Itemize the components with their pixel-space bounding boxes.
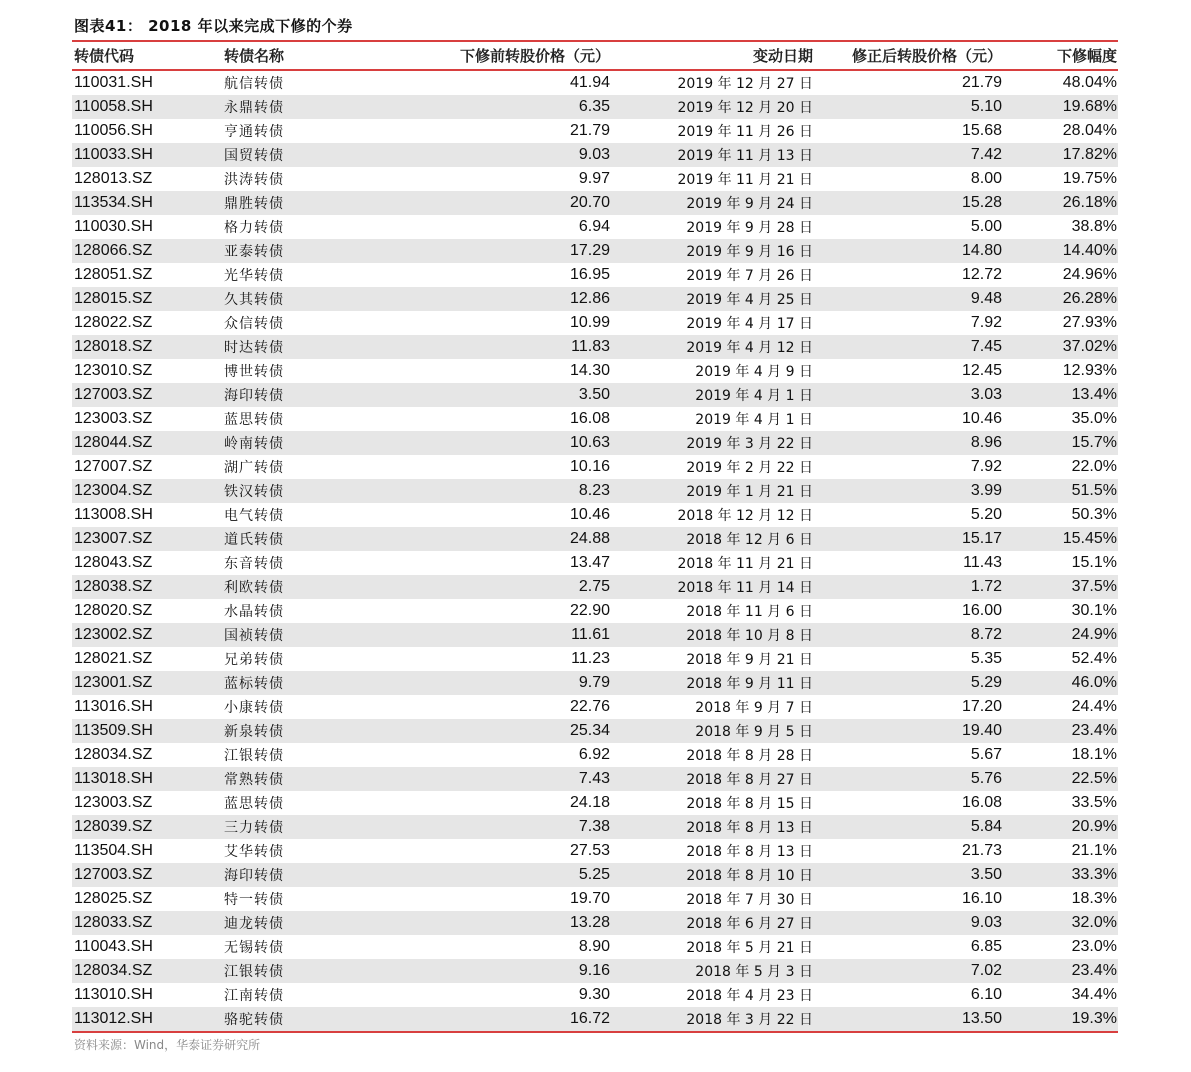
table-row	[72, 767, 1118, 791]
header-downward-range: 下修幅度	[1056, 47, 1117, 65]
table-row	[72, 311, 1118, 335]
cell-bond-name: 艾华转债	[224, 844, 284, 860]
cell-change-date: 2018 年 12 月 6 日	[686, 532, 813, 548]
cell-post-price: 12.45	[961, 362, 1002, 379]
table-row	[72, 95, 1118, 119]
cell-downward-range: 23.4%	[1071, 722, 1117, 739]
cell-bond-name: 迪龙转债	[224, 916, 284, 932]
cell-bond-code: 110058.SH	[74, 98, 153, 115]
cell-pre-price: 8.23	[578, 482, 610, 499]
cell-bond-name: 博世转债	[224, 364, 284, 380]
table-row	[72, 407, 1118, 431]
cell-pre-price: 5.25	[578, 866, 610, 883]
cell-pre-price: 22.90	[569, 602, 610, 619]
cell-downward-range: 13.4%	[1071, 386, 1117, 403]
cell-downward-range: 18.1%	[1071, 746, 1117, 763]
table-row	[72, 719, 1118, 743]
table-header	[72, 40, 1118, 71]
cell-change-date: 2018 年 8 月 15 日	[686, 796, 813, 812]
cell-change-date: 2019 年 9 月 16 日	[686, 244, 813, 260]
cell-bond-code: 128051.SZ	[74, 266, 153, 283]
cell-downward-range: 50.3%	[1071, 506, 1117, 523]
cell-post-price: 7.42	[970, 146, 1002, 163]
cell-change-date: 2019 年 4 月 1 日	[695, 388, 813, 404]
cell-pre-price: 13.28	[569, 914, 610, 931]
cell-bond-name: 蓝标转债	[224, 676, 284, 692]
cell-bond-name: 时达转债	[224, 340, 284, 356]
cell-post-price: 5.20	[970, 506, 1002, 523]
table-row	[72, 815, 1118, 839]
cell-post-price: 6.85	[970, 938, 1002, 955]
cell-post-price: 8.96	[970, 434, 1002, 451]
cell-bond-name: 东音转债	[224, 556, 284, 572]
cell-pre-price: 7.38	[578, 818, 610, 835]
cell-bond-code: 110030.SH	[74, 218, 153, 235]
cell-bond-code: 128022.SZ	[74, 314, 153, 331]
cell-post-price: 1.72	[970, 578, 1002, 595]
cell-downward-range: 48.04%	[1062, 74, 1117, 91]
cell-bond-code: 113008.SH	[74, 506, 153, 523]
header-bond-name: 转债名称	[224, 47, 285, 65]
cell-downward-range: 24.96%	[1062, 266, 1117, 283]
cell-bond-name: 利欧转债	[224, 580, 284, 596]
cell-post-price: 21.79	[961, 74, 1002, 91]
cell-post-price: 8.72	[970, 626, 1002, 643]
cell-pre-price: 9.30	[578, 986, 610, 1003]
cell-bond-code: 123010.SZ	[74, 362, 153, 379]
table-row	[72, 335, 1118, 359]
cell-bond-name: 铁汉转债	[224, 484, 284, 500]
cell-change-date: 2019 年 11 月 26 日	[677, 124, 813, 140]
cell-pre-price: 20.70	[569, 194, 610, 211]
cell-pre-price: 6.92	[578, 746, 610, 763]
cell-downward-range: 12.93%	[1062, 362, 1117, 379]
table-row	[72, 743, 1118, 767]
cell-bond-name: 国贸转债	[224, 148, 284, 164]
cell-pre-price: 17.29	[569, 242, 610, 259]
table-row	[72, 551, 1118, 575]
cell-downward-range: 23.4%	[1071, 962, 1117, 979]
cell-change-date: 2018 年 11 月 14 日	[677, 580, 813, 596]
cell-change-date: 2018 年 6 月 27 日	[686, 916, 813, 932]
table-row	[72, 863, 1118, 887]
cell-change-date: 2019 年 4 月 25 日	[686, 292, 813, 308]
cell-bond-name: 海印转债	[224, 868, 284, 884]
cell-pre-price: 14.30	[569, 362, 610, 379]
table-row	[72, 359, 1118, 383]
cell-bond-name: 常熟转债	[224, 772, 284, 788]
cell-downward-range: 35.0%	[1071, 410, 1117, 427]
cell-bond-code: 128020.SZ	[74, 602, 153, 619]
cell-change-date: 2019 年 9 月 24 日	[686, 196, 813, 212]
table-row	[72, 671, 1118, 695]
cell-bond-name: 永鼎转债	[224, 100, 284, 116]
cell-post-price: 16.00	[961, 602, 1002, 619]
cell-bond-code: 113504.SH	[74, 842, 153, 859]
cell-post-price: 12.72	[961, 266, 1002, 283]
cell-bond-name: 湖广转债	[224, 460, 284, 476]
cell-pre-price: 11.23	[571, 650, 610, 667]
cell-post-price: 17.20	[961, 698, 1002, 715]
cell-bond-name: 国祯转债	[224, 628, 284, 644]
cell-post-price: 15.68	[961, 122, 1002, 139]
cell-bond-code: 128015.SZ	[74, 290, 153, 307]
cell-downward-range: 15.1%	[1071, 554, 1117, 571]
table-row	[72, 479, 1118, 503]
cell-bond-name: 水晶转债	[224, 604, 284, 620]
cell-bond-code: 128025.SZ	[74, 890, 153, 907]
cell-bond-name: 三力转债	[224, 820, 284, 836]
cell-change-date: 2018 年 4 月 23 日	[686, 988, 813, 1004]
cell-bond-name: 岭南转债	[224, 436, 284, 452]
cell-bond-code: 113018.SH	[74, 770, 153, 787]
cell-bond-name: 电气转债	[224, 508, 284, 524]
cell-change-date: 2019 年 3 月 22 日	[686, 436, 813, 452]
table-row	[72, 191, 1118, 215]
cell-bond-code: 123001.SZ	[74, 674, 153, 691]
cell-bond-name: 小康转债	[224, 700, 284, 716]
cell-pre-price: 41.94	[569, 74, 610, 91]
cell-bond-code: 128033.SZ	[74, 914, 153, 931]
cell-bond-name: 骆驼转债	[224, 1012, 284, 1028]
cell-bond-name: 特一转债	[224, 892, 284, 908]
table-row	[72, 791, 1118, 815]
cell-change-date: 2018 年 8 月 13 日	[686, 844, 813, 860]
cell-change-date: 2018 年 8 月 27 日	[686, 772, 813, 788]
cell-post-price: 5.29	[970, 674, 1002, 691]
cell-post-price: 13.50	[961, 1010, 1002, 1027]
cell-downward-range: 52.4%	[1071, 650, 1117, 667]
cell-change-date: 2018 年 5 月 3 日	[695, 964, 813, 980]
cell-bond-code: 128013.SZ	[74, 170, 153, 187]
cell-bond-name: 无锡转债	[224, 940, 284, 956]
cell-downward-range: 19.68%	[1062, 98, 1117, 115]
cell-pre-price: 16.72	[569, 1010, 610, 1027]
cell-pre-price: 7.43	[578, 770, 610, 787]
cell-post-price: 6.10	[970, 986, 1002, 1003]
cell-pre-price: 19.70	[569, 890, 610, 907]
cell-bond-name: 亨通转债	[224, 124, 284, 140]
cell-bond-code: 128038.SZ	[74, 578, 153, 595]
cell-pre-price: 24.88	[569, 530, 610, 547]
cell-bond-name: 江银转债	[224, 964, 284, 980]
table-row	[72, 527, 1118, 551]
table-row	[72, 1007, 1118, 1031]
cell-pre-price: 9.03	[578, 146, 610, 163]
table-row	[72, 623, 1118, 647]
cell-pre-price: 22.76	[569, 698, 610, 715]
cell-bond-code: 127003.SZ	[74, 386, 153, 403]
cell-downward-range: 22.0%	[1071, 458, 1117, 475]
cell-pre-price: 12.86	[569, 290, 610, 307]
cell-change-date: 2018 年 8 月 13 日	[686, 820, 813, 836]
cell-pre-price: 27.53	[569, 842, 610, 859]
cell-post-price: 16.08	[961, 794, 1002, 811]
cell-post-price: 5.76	[970, 770, 1002, 787]
cell-bond-code: 123003.SZ	[74, 410, 153, 427]
cell-bond-name: 江银转债	[224, 748, 284, 764]
cell-bond-code: 113010.SH	[74, 986, 153, 1003]
cell-downward-range: 28.04%	[1062, 122, 1117, 139]
header-bond-code: 转债代码	[74, 47, 135, 65]
cell-downward-range: 20.9%	[1071, 818, 1117, 835]
header-pre-price: 下修前转股价格（元）	[459, 47, 610, 65]
cell-bond-code: 113016.SH	[74, 698, 153, 715]
cell-pre-price: 8.90	[578, 938, 610, 955]
figure-title: 图表41： 2018 年以来完成下修的个券	[74, 17, 353, 35]
cell-bond-name: 兄弟转债	[224, 652, 284, 668]
table-row	[72, 431, 1118, 455]
cell-change-date: 2018 年 5 月 21 日	[686, 940, 813, 956]
cell-post-price: 11.43	[963, 554, 1002, 571]
cell-downward-range: 37.5%	[1071, 578, 1117, 595]
cell-downward-range: 46.0%	[1071, 674, 1117, 691]
cell-post-price: 9.03	[970, 914, 1002, 931]
cell-bond-code: 123003.SZ	[74, 794, 153, 811]
cell-change-date: 2019 年 12 月 27 日	[677, 76, 813, 92]
table-row	[72, 839, 1118, 863]
cell-change-date: 2019 年 4 月 12 日	[686, 340, 813, 356]
cell-downward-range: 19.3%	[1071, 1010, 1117, 1027]
cell-downward-range: 33.3%	[1071, 866, 1117, 883]
cell-downward-range: 17.82%	[1062, 146, 1117, 163]
cell-downward-range: 15.7%	[1071, 434, 1117, 451]
cell-pre-price: 6.94	[578, 218, 610, 235]
cell-change-date: 2018 年 12 月 12 日	[677, 508, 813, 524]
cell-pre-price: 2.75	[578, 578, 610, 595]
cell-bond-code: 110031.SH	[74, 74, 153, 91]
cell-bond-name: 蓝思转债	[224, 796, 284, 812]
cell-bond-name: 鼎胜转债	[224, 196, 284, 212]
cell-bond-code: 128043.SZ	[74, 554, 153, 571]
table-row	[72, 119, 1118, 143]
cell-pre-price: 10.99	[569, 314, 610, 331]
cell-post-price: 15.28	[961, 194, 1002, 211]
cell-pre-price: 21.79	[569, 122, 610, 139]
cell-pre-price: 9.79	[578, 674, 610, 691]
cell-bond-name: 道氏转债	[224, 532, 284, 548]
cell-bond-code: 110056.SH	[74, 122, 153, 139]
table-row	[72, 239, 1118, 263]
cell-post-price: 14.80	[961, 242, 1002, 259]
table-body	[72, 71, 1118, 1033]
cell-bond-code: 110043.SH	[74, 938, 153, 955]
table-row	[72, 167, 1118, 191]
cell-post-price: 3.03	[970, 386, 1002, 403]
cell-downward-range: 18.3%	[1071, 890, 1117, 907]
cell-change-date: 2018 年 9 月 11 日	[686, 676, 813, 692]
table-row	[72, 695, 1118, 719]
cell-bond-name: 江南转债	[224, 988, 284, 1004]
cell-pre-price: 3.50	[578, 386, 610, 403]
table-row	[72, 959, 1118, 983]
header-change-date: 变动日期	[752, 47, 813, 65]
cell-bond-code: 128034.SZ	[74, 746, 153, 763]
cell-downward-range: 30.1%	[1071, 602, 1117, 619]
cell-downward-range: 27.93%	[1062, 314, 1117, 331]
table-row	[72, 383, 1118, 407]
table-row	[72, 287, 1118, 311]
cell-bond-code: 128039.SZ	[74, 818, 153, 835]
cell-change-date: 2018 年 10 月 8 日	[686, 628, 813, 644]
cell-downward-range: 33.5%	[1071, 794, 1117, 811]
cell-post-price: 16.10	[961, 890, 1002, 907]
table-row	[72, 71, 1118, 95]
cell-pre-price: 11.83	[571, 338, 610, 355]
cell-post-price: 5.10	[970, 98, 1002, 115]
cell-downward-range: 26.18%	[1062, 194, 1117, 211]
cell-bond-code: 128066.SZ	[74, 242, 153, 259]
cell-bond-code: 128034.SZ	[74, 962, 153, 979]
source-note: 资料来源：Wind，华泰证券研究所	[74, 1038, 261, 1052]
cell-post-price: 9.48	[970, 290, 1002, 307]
cell-pre-price: 25.34	[569, 722, 610, 739]
table-row	[72, 143, 1118, 167]
cell-downward-range: 24.4%	[1071, 698, 1117, 715]
cell-bond-name: 新泉转债	[224, 724, 284, 740]
table-row	[72, 263, 1118, 287]
table-row	[72, 983, 1118, 1007]
cell-downward-range: 24.9%	[1071, 626, 1117, 643]
cell-change-date: 2018 年 9 月 5 日	[695, 724, 813, 740]
header-post-price: 修正后转股价格（元）	[851, 47, 1002, 65]
cell-change-date: 2019 年 11 月 21 日	[677, 172, 813, 188]
cell-bond-name: 洪涛转债	[224, 172, 284, 188]
cell-downward-range: 23.0%	[1071, 938, 1117, 955]
table-row	[72, 887, 1118, 911]
cell-bond-code: 123004.SZ	[74, 482, 153, 499]
cell-change-date: 2019 年 2 月 22 日	[686, 460, 813, 476]
cell-bond-name: 海印转债	[224, 388, 284, 404]
cell-bond-name: 众信转债	[224, 316, 284, 332]
cell-change-date: 2018 年 3 月 22 日	[686, 1012, 813, 1028]
cell-bond-code: 113012.SH	[74, 1010, 153, 1027]
cell-change-date: 2019 年 9 月 28 日	[686, 220, 813, 236]
table-row	[72, 935, 1118, 959]
cell-bond-code: 123007.SZ	[74, 530, 153, 547]
cell-change-date: 2019 年 4 月 17 日	[686, 316, 813, 332]
cell-downward-range: 51.5%	[1071, 482, 1117, 499]
cell-bond-name: 久其转债	[224, 292, 284, 308]
cell-change-date: 2018 年 11 月 21 日	[677, 556, 813, 572]
cell-pre-price: 13.47	[569, 554, 610, 571]
cell-post-price: 5.67	[970, 746, 1002, 763]
cell-post-price: 21.73	[961, 842, 1002, 859]
cell-change-date: 2019 年 4 月 1 日	[695, 412, 813, 428]
cell-post-price: 7.92	[970, 314, 1002, 331]
table-row	[72, 215, 1118, 239]
cell-downward-range: 37.02%	[1062, 338, 1117, 355]
cell-pre-price: 10.63	[569, 434, 610, 451]
cell-change-date: 2018 年 11 月 6 日	[686, 604, 813, 620]
cell-post-price: 8.00	[970, 170, 1002, 187]
cell-pre-price: 10.16	[569, 458, 610, 475]
cell-bond-code: 123002.SZ	[74, 626, 153, 643]
table-row	[72, 647, 1118, 671]
cell-pre-price: 16.95	[569, 266, 610, 283]
cell-post-price: 15.17	[961, 530, 1002, 547]
cell-pre-price: 11.61	[571, 626, 610, 643]
cell-post-price: 7.02	[970, 962, 1002, 979]
table-row	[72, 911, 1118, 935]
cell-post-price: 3.99	[970, 482, 1002, 499]
cell-downward-range: 19.75%	[1062, 170, 1117, 187]
cell-change-date: 2018 年 7 月 30 日	[686, 892, 813, 908]
cell-bond-code: 127003.SZ	[74, 866, 153, 883]
cell-bond-code: 128044.SZ	[74, 434, 153, 451]
cell-bond-code: 113509.SH	[74, 722, 153, 739]
cell-pre-price: 6.35	[578, 98, 610, 115]
cell-downward-range: 34.4%	[1071, 986, 1117, 1003]
cell-pre-price: 9.97	[578, 170, 610, 187]
cell-downward-range: 32.0%	[1071, 914, 1117, 931]
cell-bond-code: 127007.SZ	[74, 458, 153, 475]
bond-table	[72, 40, 1118, 1033]
cell-bond-name: 格力转债	[224, 220, 284, 236]
cell-downward-range: 14.40%	[1062, 242, 1117, 259]
cell-downward-range: 15.45%	[1062, 530, 1117, 547]
cell-pre-price: 10.46	[569, 506, 610, 523]
cell-pre-price: 24.18	[569, 794, 610, 811]
cell-post-price: 5.00	[970, 218, 1002, 235]
cell-bond-code: 128021.SZ	[74, 650, 153, 667]
cell-change-date: 2018 年 9 月 21 日	[686, 652, 813, 668]
cell-bond-code: 128018.SZ	[74, 338, 153, 355]
cell-change-date: 2018 年 8 月 28 日	[686, 748, 813, 764]
cell-downward-range: 26.28%	[1062, 290, 1117, 307]
cell-change-date: 2018 年 8 月 10 日	[686, 868, 813, 884]
cell-bond-name: 蓝思转债	[224, 412, 284, 428]
cell-bond-name: 光华转债	[224, 268, 284, 284]
cell-change-date: 2019 年 11 月 13 日	[677, 148, 813, 164]
cell-change-date: 2019 年 4 月 9 日	[695, 364, 813, 380]
cell-post-price: 19.40	[961, 722, 1002, 739]
table-row	[72, 575, 1118, 599]
cell-post-price: 5.35	[970, 650, 1002, 667]
cell-change-date: 2019 年 12 月 20 日	[677, 100, 813, 116]
table-row	[72, 503, 1118, 527]
cell-change-date: 2018 年 9 月 7 日	[695, 700, 813, 716]
cell-pre-price: 9.16	[578, 962, 610, 979]
table-row	[72, 455, 1118, 479]
cell-bond-name: 航信转债	[224, 76, 284, 92]
table-row	[72, 599, 1118, 623]
cell-downward-range: 22.5%	[1071, 770, 1117, 787]
cell-downward-range: 21.1%	[1071, 842, 1117, 859]
cell-pre-price: 16.08	[569, 410, 610, 427]
cell-post-price: 7.45	[970, 338, 1002, 355]
cell-post-price: 5.84	[970, 818, 1002, 835]
cell-downward-range: 38.8%	[1071, 218, 1117, 235]
cell-post-price: 7.92	[970, 458, 1002, 475]
cell-bond-name: 亚泰转债	[224, 244, 284, 260]
cell-post-price: 10.46	[961, 410, 1002, 427]
cell-bond-code: 113534.SH	[74, 194, 153, 211]
cell-post-price: 3.50	[970, 866, 1002, 883]
cell-change-date: 2019 年 1 月 21 日	[686, 484, 813, 500]
cell-bond-code: 110033.SH	[74, 146, 153, 163]
cell-change-date: 2019 年 7 月 26 日	[686, 268, 813, 284]
